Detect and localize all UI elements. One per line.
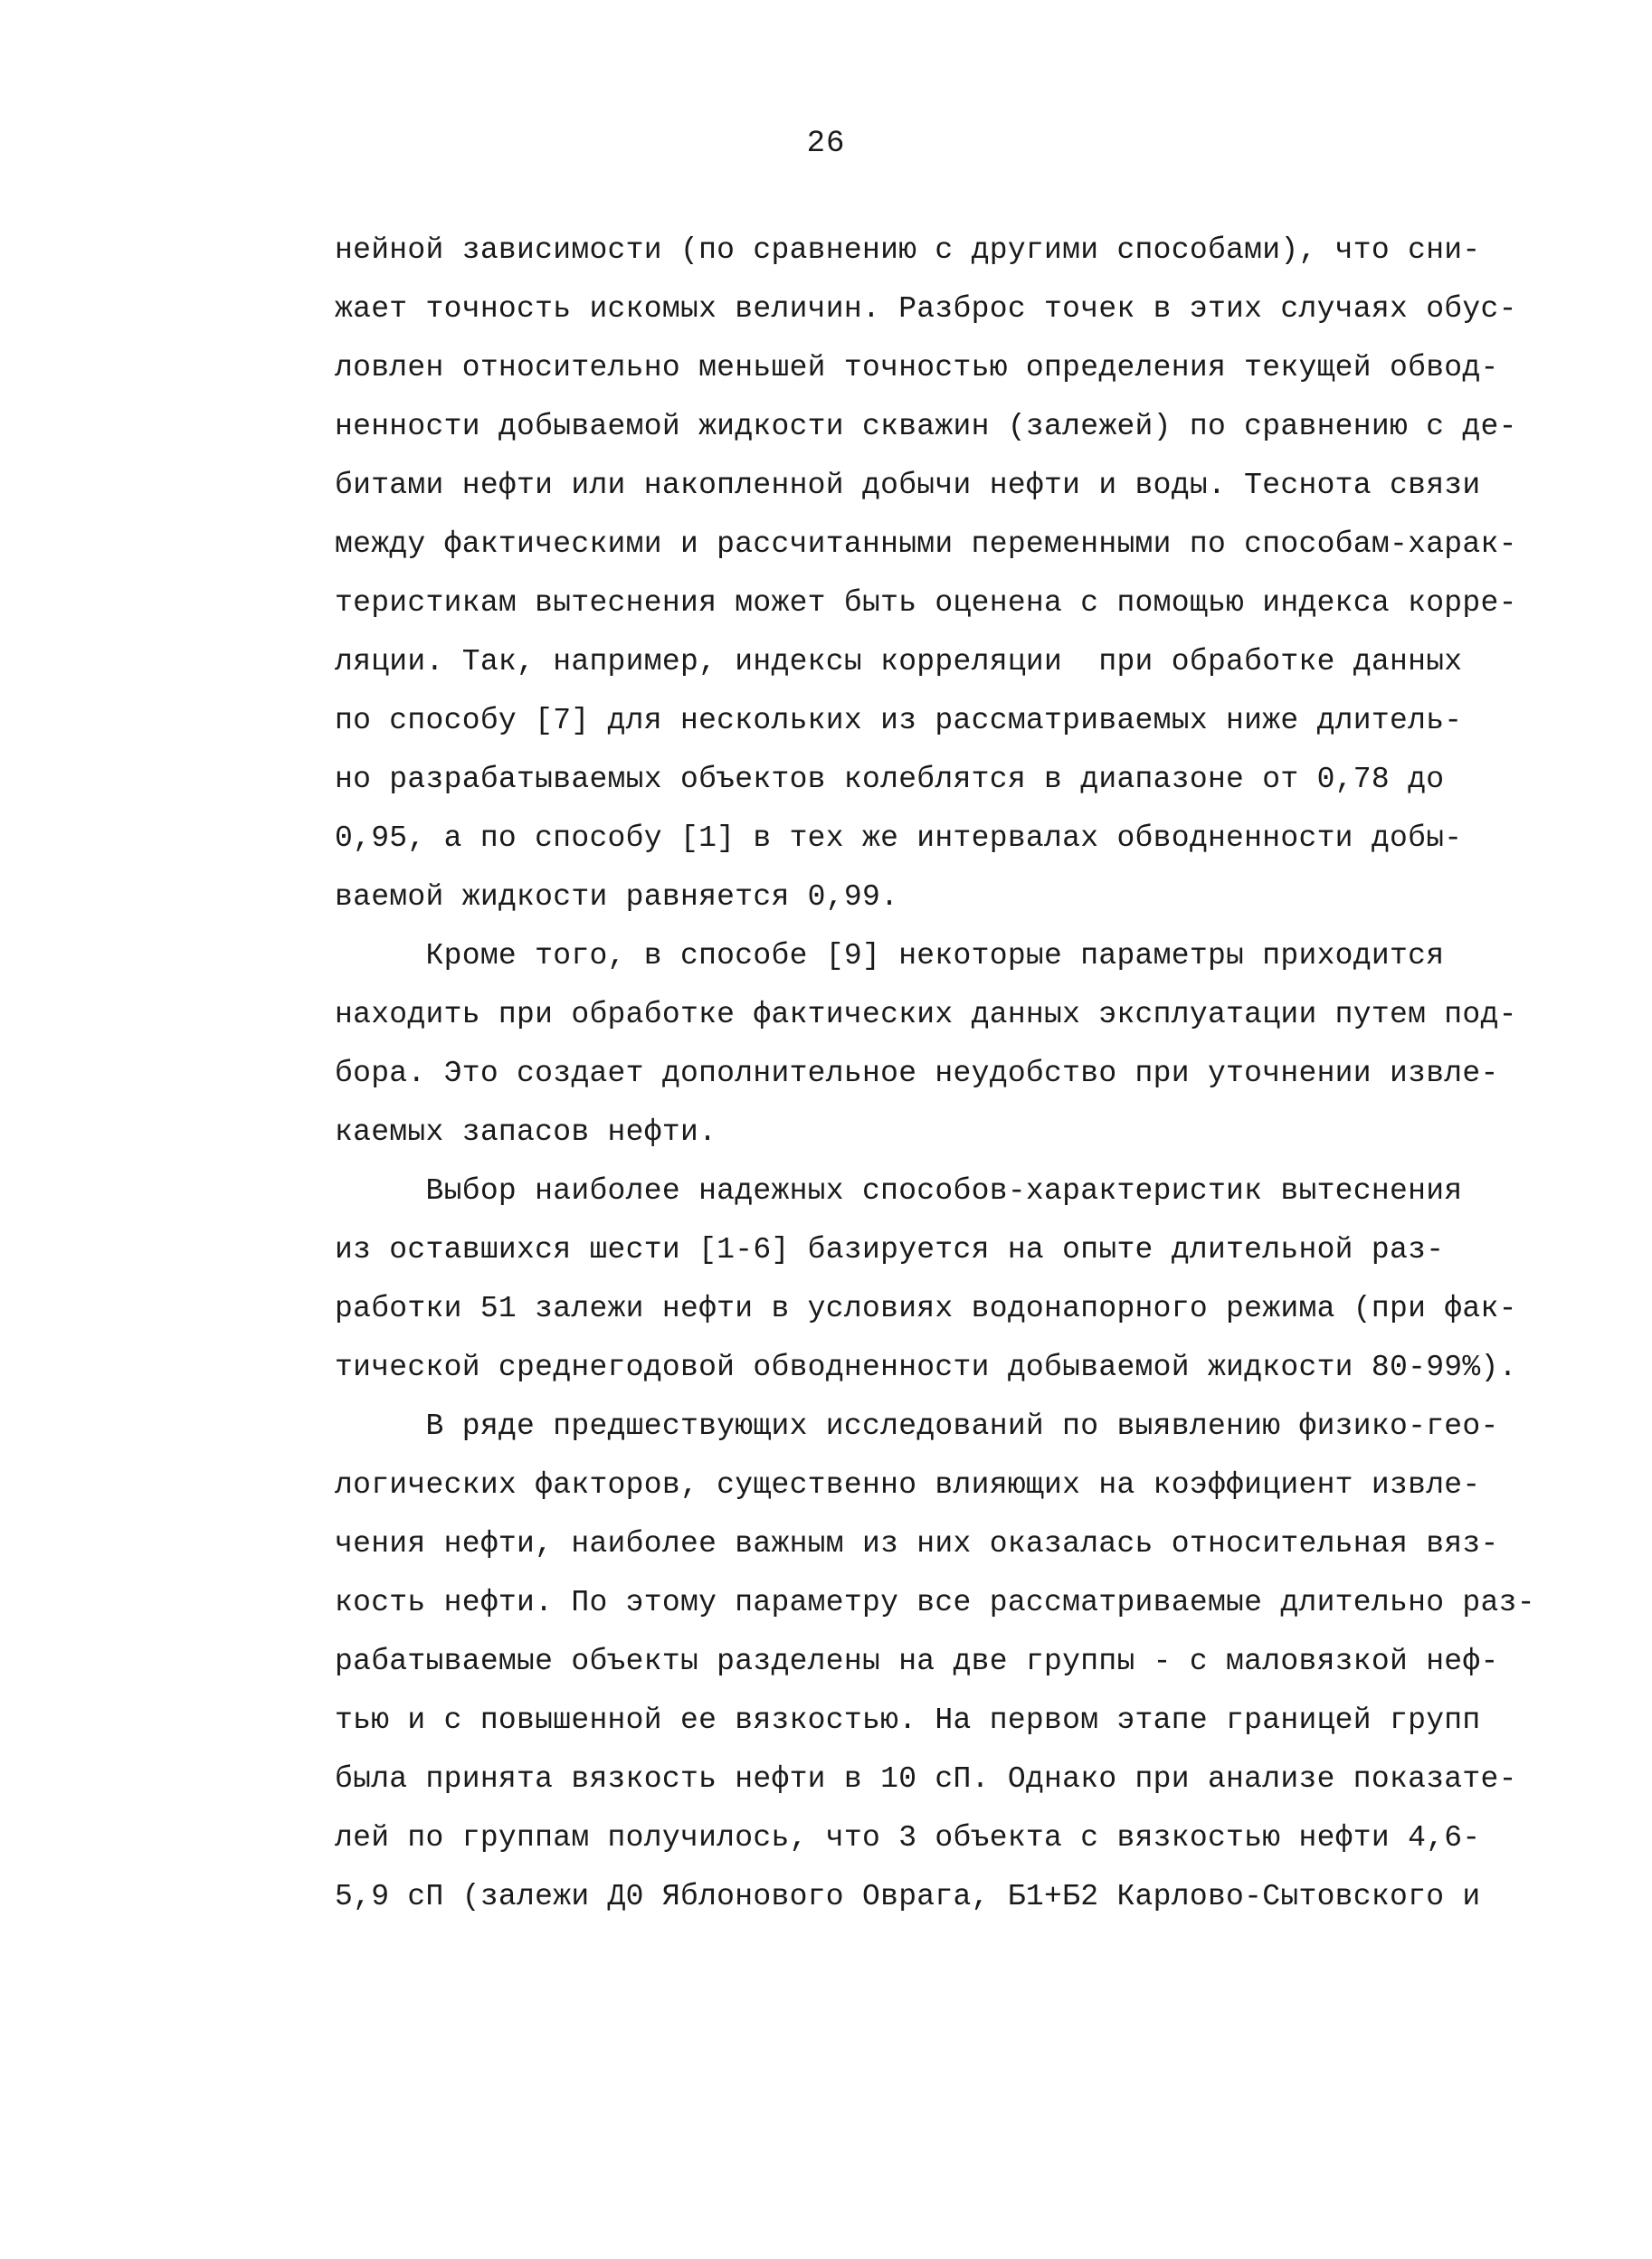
text-line: бора. Это создает дополнительное неудобство при уточнении извле- [335,1057,1499,1090]
text-line: Выбор наиболее надежных способов-характеристик вытеснения [335,1174,1463,1208]
text-line: 5,9 сП (залежи Д0 Яблонового Оврага, Б1+Б2 Карлово-Сытовского и [335,1880,1481,1913]
text-line: рабатываемые объекты разделены на две группы - с маловязкой неф- [335,1645,1499,1678]
text-line: ваемой жидкости равняется 0,99. [335,880,899,914]
text-line: по способу [7] для нескольких из рассматриваемых ниже длитель- [335,704,1463,737]
text-line: жает точность искомых величин. Разброс точек в этих случаях обус- [335,292,1517,326]
text-line: кость нефти. По этому параметру все рассматриваемые длительно раз- [335,1586,1535,1619]
text-line: логических факторов, существенно влияющих на коэффициент извле- [335,1468,1481,1502]
text-line: работки 51 залежи нефти в условиях водонапорного режима (при фак- [335,1292,1517,1325]
text-line: тической среднегодовой обводненности добываемой жидкости 80-99%). [335,1351,1517,1384]
text-line: между фактическими и рассчитанными переменными по способам-харак- [335,527,1517,561]
text-line: 0,95, а по способу [1] в тех же интервалах обводненности добы- [335,821,1463,855]
text-line: ляции. Так, например, индексы корреляции при обработке данных [335,645,1463,679]
text-line: чения нефти, наиболее важным из них оказалась относительная вяз- [335,1527,1499,1561]
text-line: ненности добываемой жидкости скважин (залежей) по сравнению с де- [335,410,1517,443]
text-line: находить при обработке фактических данных эксплуатации путем под- [335,998,1517,1031]
text-line: лей по группам получилось, что 3 объекта с вязкостью нефти 4,6- [335,1821,1481,1855]
text-line: была принята вязкость нефти в 10 сП. Однако при анализе показате- [335,1762,1517,1796]
text-line: из оставшихся шести [1-6] базируется на опыте длительной раз- [335,1233,1445,1267]
text-line: Кроме того, в способе [9] некоторые параметры приходится [335,939,1445,973]
text-line: каемых запасов нефти. [335,1115,717,1149]
text-line: но разрабатываемых объектов колеблятся в диапазоне от 0,78 до [335,763,1445,796]
text-line: тью и с повышенной ее вязкостью. На первом этапе границей групп [335,1704,1481,1737]
text-line: нейной зависимости (по сравнению с другими способами), что сни- [335,233,1481,267]
page-number: 26 [806,127,846,161]
text-line: ловлен относительно меньшей точностью определения текущей обвод- [335,351,1499,384]
text-line: В ряде предшествующих исследований по выявлению физико-гео- [335,1410,1499,1443]
text-line: битами нефти или накопленной добычи нефти и воды. Теснота связи [335,469,1481,502]
body-text [335,221,1535,1926]
text-line: теристикам вытеснения может быть оценена с помощью индекса корре- [335,586,1517,620]
